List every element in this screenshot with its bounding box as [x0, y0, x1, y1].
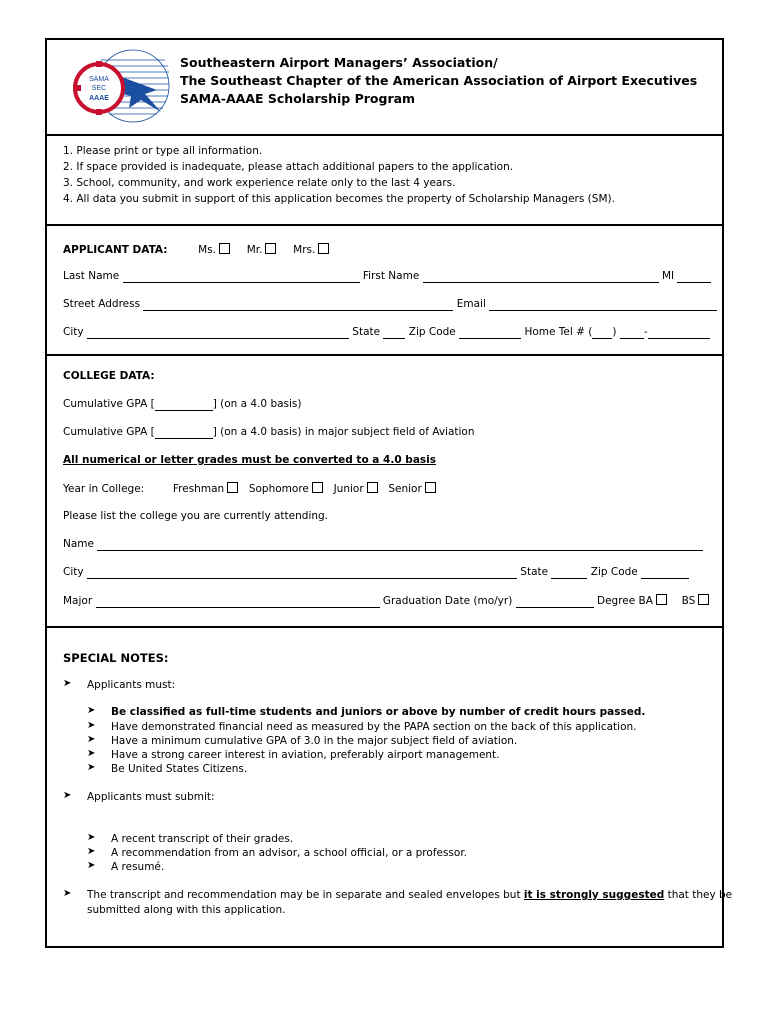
major-field[interactable] [96, 597, 380, 608]
college-name-field[interactable] [97, 540, 703, 551]
sophomore-checkbox[interactable] [312, 482, 323, 493]
arrowhead-bullet-icon: ➤ [87, 734, 96, 745]
svg-text:SEC: SEC [91, 85, 107, 92]
emphasis-text: it is strongly suggested [523, 889, 665, 901]
ba-checkbox[interactable] [656, 594, 667, 605]
area-code-field[interactable] [592, 328, 612, 339]
email-label: Email [456, 298, 486, 310]
instructions-section [47, 136, 722, 226]
last-name-label: Last Name [63, 270, 120, 282]
arrowhead-bullet-icon: ➤ [87, 832, 96, 843]
college-section [47, 356, 722, 628]
address-row [63, 298, 717, 311]
ms-label: Ms. [198, 244, 217, 256]
sama-aaae-logo [71, 46, 171, 132]
ms-checkbox[interactable] [219, 243, 230, 254]
first-name-field[interactable] [423, 272, 659, 283]
mr-checkbox[interactable] [265, 243, 276, 254]
mi-field[interactable] [677, 272, 711, 283]
submit-label: Applicants must submit: [87, 791, 215, 803]
must-item-5: Be United States Citizens. [111, 763, 248, 775]
email-field[interactable] [489, 300, 717, 311]
arrowhead-bullet-icon: ➤ [63, 888, 72, 899]
notes-heading: SPECIAL NOTES: [63, 651, 169, 665]
instruction-4: 4. All data you submit in support of this application becomes the property of Scholarship Managers (SM). [63, 193, 615, 205]
svg-text:SAMA: SAMA [89, 76, 109, 83]
submit-item-3: A resumé. [111, 861, 165, 873]
instruction-2: 2. If space provided is inadequate, please attach additional papers to the application. [63, 161, 514, 173]
major-row: Major Graduation Date (mo/yr) Degree BA BS [63, 594, 709, 608]
submit-item-1: A recent transcript of their grades. [111, 833, 294, 845]
arrowhead-bullet-icon: ➤ [87, 720, 96, 731]
home-tel-label: Home Tel # ( [524, 326, 593, 338]
street-label: Street Address [63, 298, 141, 310]
title-line-3: SAMA-AAAE Scholarship Program [180, 91, 416, 106]
must-item-1: Be classified as full-time students and juniors or above by number of credit hours passed. [111, 706, 646, 718]
year-row: Year in College: Freshman Sophomore Junior Senior [63, 482, 436, 496]
gpa-row-2: Cumulative GPA [ ] (on a 4.0 basis) in major subject field of Aviation [63, 426, 475, 438]
arrowhead-bullet-icon: ➤ [87, 705, 96, 716]
must-item-4: Have a strong career interest in aviation, preferably airport management. [111, 749, 500, 761]
first-name-label: First Name [362, 270, 420, 282]
applicant-heading: APPLICANT DATA: [63, 244, 168, 256]
zip-label: Zip Code [408, 326, 456, 338]
mr-label: Mr. [246, 244, 263, 256]
gpa-field[interactable] [155, 400, 213, 411]
arrowhead-bullet-icon: ➤ [87, 860, 96, 871]
bs-checkbox[interactable] [698, 594, 709, 605]
must-item-2: Have demonstrated financial need as measured by the PAPA section on the back of this application. [111, 721, 637, 733]
mrs-label: Mrs. [293, 244, 316, 256]
city-field[interactable] [87, 328, 349, 339]
applicant-section [47, 226, 722, 356]
title-line-1: Southeastern Airport Managers’ Association/ [180, 55, 498, 70]
arrowhead-bullet-icon: ➤ [87, 846, 96, 857]
must-item-3: Have a minimum cumulative GPA of 3.0 in the major subject field of aviation. [111, 735, 518, 747]
city-row: City State Zip Code Home Tel # ( ) - [63, 326, 710, 339]
arrowhead-bullet-icon: ➤ [63, 790, 72, 801]
list-college-text: Please list the college you are currently attending. [63, 510, 329, 522]
street-field[interactable] [143, 300, 453, 311]
arrowhead-bullet-icon: ➤ [63, 678, 72, 689]
state-field[interactable] [383, 328, 405, 339]
arrowhead-bullet-icon: ➤ [87, 762, 96, 773]
tel-number-field[interactable] [648, 328, 710, 339]
submit-item-2: A recommendation from an advisor, a school official, or a professor. [111, 847, 468, 859]
instruction-1: 1. Please print or type all information. [63, 145, 263, 157]
arrowhead-bullet-icon: ➤ [87, 748, 96, 759]
title-line-2: The Southeast Chapter of the American Association of Airport Executives [180, 73, 698, 88]
college-heading: COLLEGE DATA: [63, 370, 155, 382]
must-label: Applicants must: [87, 679, 176, 691]
form-frame [45, 38, 733, 948]
notes-section [47, 628, 733, 946]
senior-checkbox[interactable] [425, 482, 436, 493]
junior-checkbox[interactable] [367, 482, 378, 493]
aviation-gpa-field[interactable] [155, 428, 213, 439]
city-label: City [63, 326, 84, 338]
college-zip-field[interactable] [641, 568, 689, 579]
final-note-line-1: The transcript and recommendation may be in separate and sealed envelopes but it is strongly suggested that they be [87, 889, 733, 901]
mrs-checkbox[interactable] [318, 243, 329, 254]
header-section [47, 40, 722, 136]
applicant-row-title [63, 243, 329, 257]
final-note-line-2: submitted along with this application. [87, 904, 286, 916]
freshman-checkbox[interactable] [227, 482, 238, 493]
college-city-row: City State Zip Code [63, 566, 689, 579]
svg-text:AAAE: AAAE [89, 95, 109, 102]
instruction-3: 3. School, community, and work experience relate only to the last 4 years. [63, 177, 456, 189]
state-label: State [352, 326, 381, 338]
grades-note: All numerical or letter grades must be converted to a 4.0 basis [63, 454, 437, 466]
last-name-field[interactable] [123, 272, 360, 283]
name-row [63, 270, 711, 283]
college-state-field[interactable] [551, 568, 587, 579]
college-city-field[interactable] [87, 568, 517, 579]
college-name-row: Name [63, 538, 703, 551]
zip-field[interactable] [459, 328, 521, 339]
mi-label: MI [661, 270, 675, 282]
gpa-row-1: Cumulative GPA [ ] (on a 4.0 basis) [63, 398, 302, 410]
tel-prefix-field[interactable] [620, 328, 644, 339]
grad-date-field[interactable] [516, 597, 594, 608]
